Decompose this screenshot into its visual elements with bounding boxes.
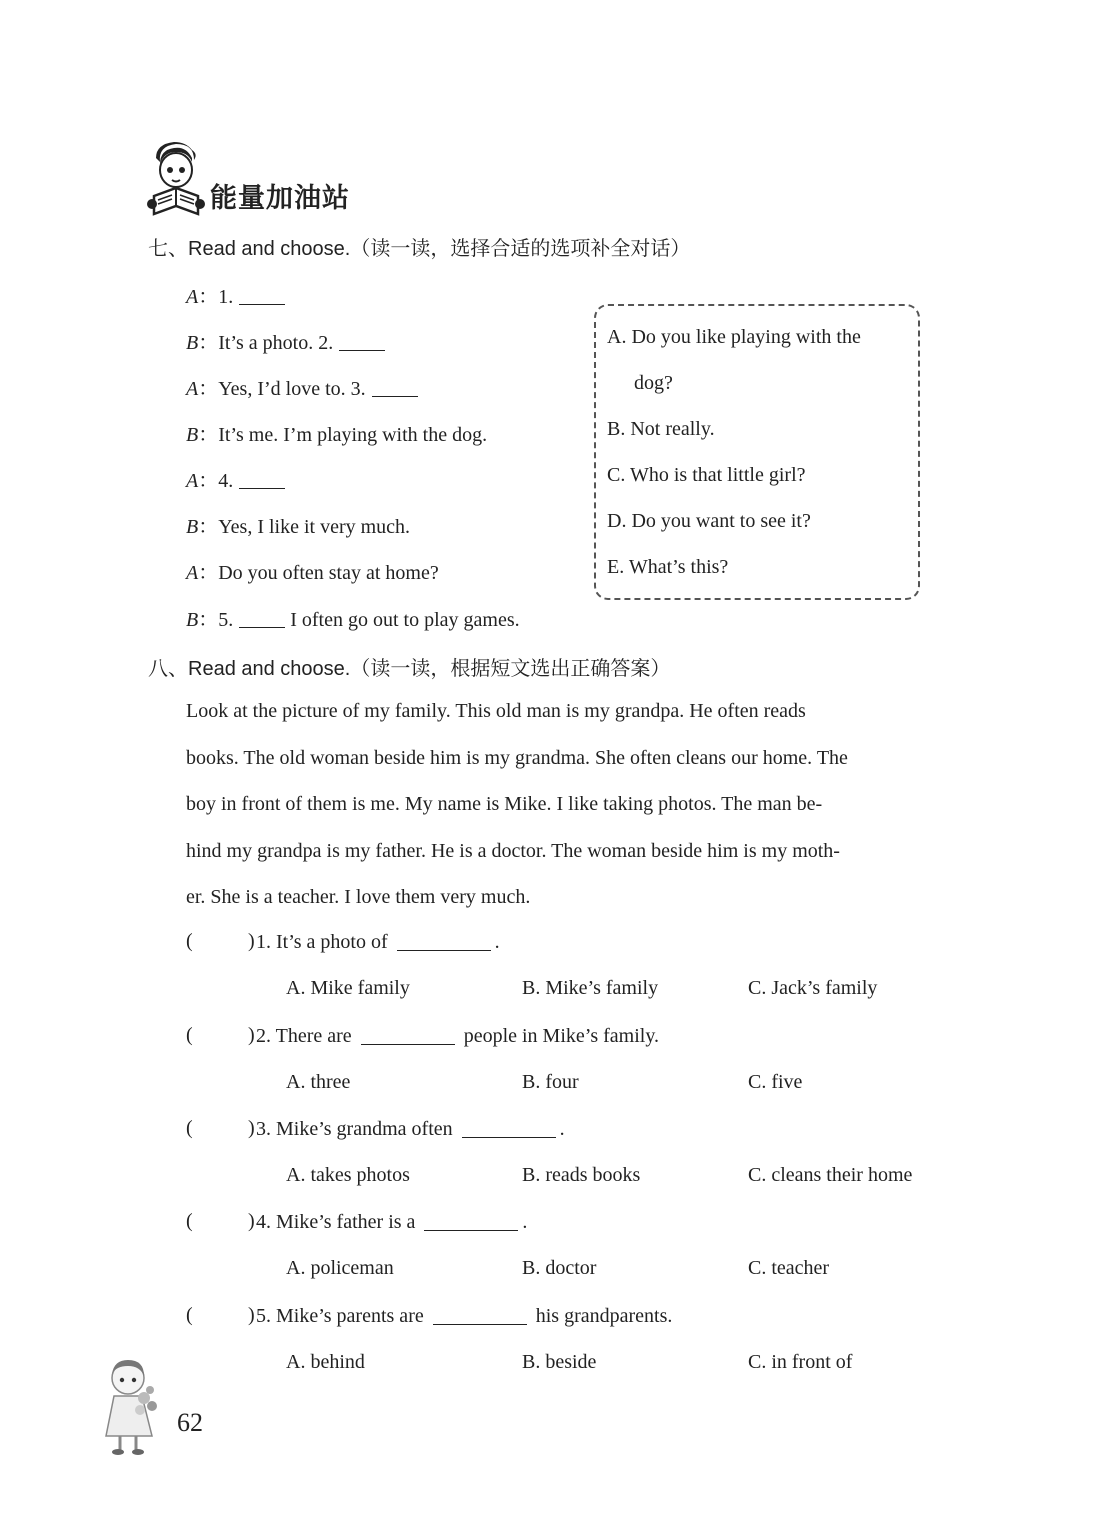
dialogue-text: Yes, I’d love to. <box>218 378 346 400</box>
question-text: . <box>559 1118 565 1140</box>
answer-blank[interactable] <box>239 468 285 489</box>
answer-choice[interactable]: C. in front of <box>748 1351 853 1373</box>
blank-number: 2. <box>318 332 334 354</box>
question-text: Mike’s parents are <box>276 1305 424 1327</box>
answer-paren-open[interactable]: ( <box>186 1024 193 1046</box>
option-item: B. Not really. <box>607 418 715 440</box>
question-row <box>186 1117 956 1145</box>
answer-choice[interactable]: B. Mike’s family <box>522 977 659 999</box>
answer-paren-close: ) <box>248 1117 255 1139</box>
speaker-colon: ： <box>198 286 219 308</box>
page-number: 62 <box>177 1408 203 1437</box>
reading-passage <box>186 688 956 921</box>
speaker-label: A <box>186 562 199 584</box>
speaker-label: A <box>186 286 199 308</box>
question-number: 4. <box>256 1211 271 1233</box>
answer-choice[interactable]: A. three <box>286 1071 351 1093</box>
passage-line: boy in front of them is me. My name is Mike. I like taking photos. The man be- <box>186 793 823 815</box>
section-7-title: 七、Read and choose.（读一读，选择合适的选项补全对话） <box>148 238 691 260</box>
blank-number: 5. <box>218 609 234 631</box>
answer-choice[interactable]: A. Mike family <box>286 977 410 999</box>
speaker-colon: ： <box>198 470 219 492</box>
dialogue-text: Do you often stay at home? <box>218 562 439 584</box>
dialogue-line <box>186 603 520 632</box>
section-8-title: 八、Read and choose.（读一读，根据短文选出正确答案） <box>148 658 671 680</box>
answer-blank[interactable] <box>424 1210 518 1231</box>
dialogue-line <box>186 372 418 401</box>
speaker-colon: ： <box>198 562 219 584</box>
answer-choice[interactable]: C. five <box>748 1071 803 1093</box>
answer-paren-open[interactable]: ( <box>186 1117 193 1139</box>
speaker-colon: ： <box>198 609 219 631</box>
answer-choice[interactable]: A. policeman <box>286 1257 394 1279</box>
option-item: E. What’s this? <box>607 556 729 578</box>
section-header-title: 能量加油站 <box>210 183 350 214</box>
speaker-colon: ： <box>198 332 219 354</box>
answer-blank[interactable] <box>239 284 285 305</box>
dialogue-text: It’s me. I’m playing with the dog. <box>218 424 488 446</box>
answer-choice[interactable]: C. cleans their home <box>748 1164 913 1186</box>
dialogue-line <box>186 556 439 585</box>
answer-choice[interactable]: B. doctor <box>522 1257 597 1279</box>
answer-choice[interactable]: B. four <box>522 1071 579 1093</box>
answer-choice[interactable]: B. reads books <box>522 1164 641 1186</box>
dialogue-line <box>186 418 487 447</box>
question-text: . <box>494 931 500 953</box>
dialogue-line <box>186 280 285 309</box>
question-text: It’s a photo of <box>276 931 388 953</box>
question-text: his grandparents. <box>535 1305 673 1327</box>
option-item: C. Who is that little girl? <box>607 464 806 486</box>
answer-blank[interactable] <box>339 330 385 351</box>
boy-reading-icon <box>146 140 206 218</box>
dialogue-text: I often go out to play games. <box>290 609 520 631</box>
speaker-label: A <box>186 378 199 400</box>
option-item: D. Do you want to see it? <box>607 510 811 532</box>
dialogue-line <box>186 326 385 355</box>
question-row <box>186 930 956 958</box>
question-number: 2. <box>256 1025 271 1047</box>
dialogue-text: Yes, I like it very much. <box>218 516 411 538</box>
dialogue-text: It’s a photo. <box>218 332 314 354</box>
answer-paren-open[interactable]: ( <box>186 1210 193 1232</box>
answer-choice[interactable]: A. takes photos <box>286 1164 410 1186</box>
speaker-label: B <box>186 424 199 446</box>
speaker-colon: ： <box>198 516 219 538</box>
question-row <box>186 1210 956 1238</box>
option-item: A. Do you like playing with the <box>607 326 861 348</box>
answer-blank[interactable] <box>433 1304 527 1325</box>
answer-paren-close: ) <box>248 1024 255 1046</box>
speaker-label: B <box>186 609 199 631</box>
answer-blank[interactable] <box>239 607 285 628</box>
answer-paren-close: ) <box>248 930 255 952</box>
answer-blank[interactable] <box>397 930 491 951</box>
passage-line: er. She is a teacher. I love them very much. <box>186 886 531 908</box>
answer-paren-close: ) <box>248 1304 255 1326</box>
question-text: Mike’s grandma often <box>276 1118 453 1140</box>
question-row <box>186 1024 956 1052</box>
answer-paren-open[interactable]: ( <box>186 1304 193 1326</box>
passage-line: hind my grandpa is my father. He is a doctor. The woman beside him is my moth- <box>186 839 840 862</box>
speaker-label: A <box>186 470 199 492</box>
blank-number: 4. <box>218 470 234 492</box>
answer-choice[interactable]: C. teacher <box>748 1257 830 1279</box>
question-row <box>186 1304 956 1332</box>
question-text: . <box>522 1211 528 1233</box>
speaker-label: B <box>186 332 199 354</box>
answer-choice[interactable]: A. behind <box>286 1351 365 1373</box>
answer-blank[interactable] <box>462 1117 556 1138</box>
girl-with-flowers-icon <box>94 1356 166 1456</box>
question-text: There are <box>275 1025 352 1047</box>
answer-blank[interactable] <box>372 376 418 397</box>
answer-paren-open[interactable]: ( <box>186 930 193 952</box>
option-item: dog? <box>634 372 673 394</box>
blank-number: 1. <box>218 286 234 308</box>
answer-paren-close: ) <box>248 1210 255 1232</box>
speaker-colon: ： <box>198 424 219 446</box>
answer-choice[interactable]: B. beside <box>522 1351 597 1373</box>
question-text: Mike’s father is a <box>276 1211 416 1233</box>
passage-line: Look at the picture of my family. This old man is my grandpa. He often reads <box>186 700 806 722</box>
question-number: 1. <box>256 931 271 953</box>
dialogue-line <box>186 464 285 493</box>
speaker-colon: ： <box>198 378 219 400</box>
answer-choice[interactable]: C. Jack’s family <box>748 977 878 999</box>
speaker-label: B <box>186 516 199 538</box>
question-text: people in Mike’s family. <box>463 1025 660 1047</box>
question-number: 5. <box>256 1305 271 1327</box>
passage-line: books. The old woman beside him is my grandma. She often cleans our home. The <box>186 746 848 769</box>
blank-number: 3. <box>350 378 366 400</box>
dialogue-line <box>186 510 410 539</box>
question-number: 3. <box>256 1118 271 1140</box>
answer-blank[interactable] <box>361 1024 455 1045</box>
